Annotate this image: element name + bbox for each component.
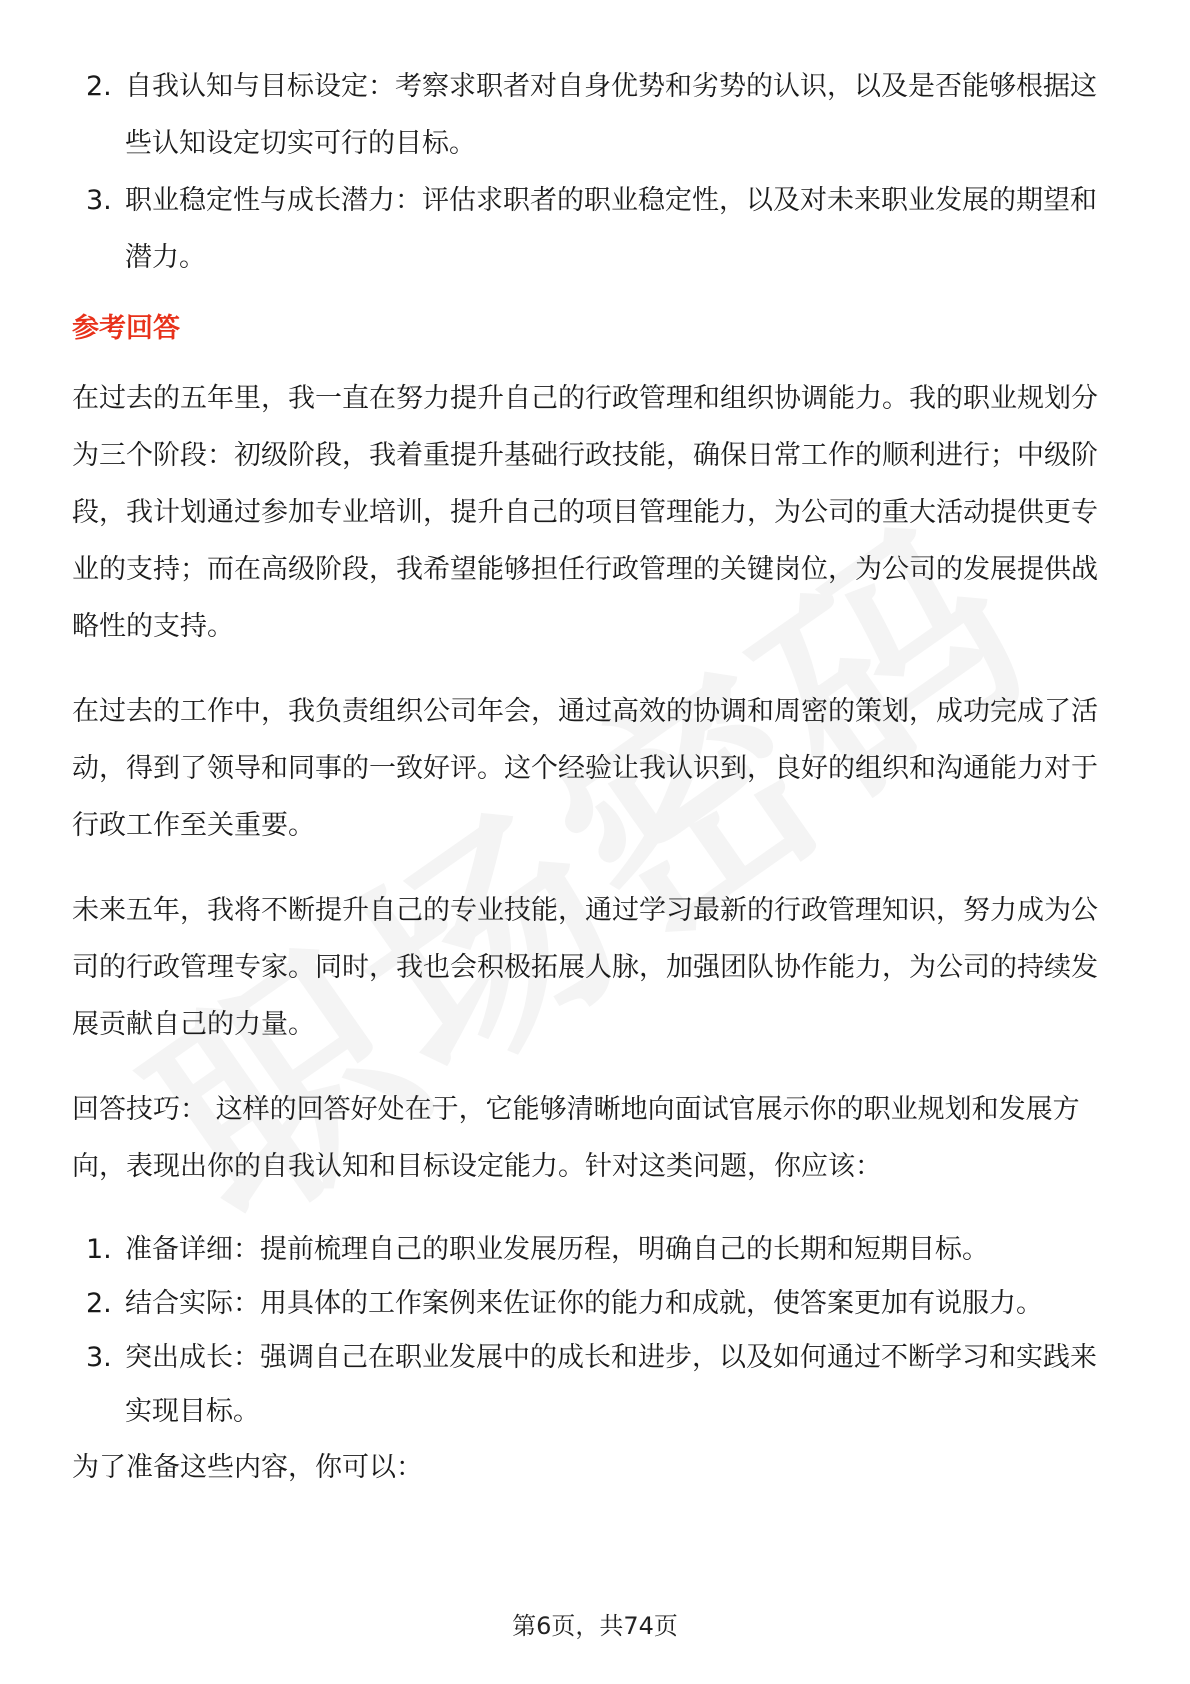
tips-list (72, 1223, 1122, 1439)
list-text: 准备详细：提前梳理自己的职业发展历程，明确自己的长期和短期目标。 (125, 1234, 989, 1265)
answer-paragraph: 在过去的工作中，我负责组织公司年会，通过高效的协调和周密的策划，成功完成了活动，得到了领导和同事的一致好评。这个经验让我认识到，良好的组织和沟通能力对于行政工作至关重要。 (72, 696, 1098, 841)
document-body (72, 58, 1122, 1524)
list-number: 2. (86, 1288, 112, 1319)
list-text: 突出成长：强调自己在职业发展中的成长和进步，以及如何通过不断学习和实践来实现目标。 (125, 1342, 1097, 1427)
list-item (72, 172, 1122, 286)
list-item (72, 1331, 1122, 1439)
list-text: 自我认知与目标设定：考察求职者对自身优势和劣势的认识，以及是否能够根据这些认知设定切实可行的目标。 (125, 71, 1097, 159)
list-item (72, 1277, 1122, 1331)
section-title: 参考回答 (72, 313, 180, 344)
closing-paragraph: 为了准备这些内容，你可以： (72, 1452, 423, 1483)
tips-intro-paragraph: 回答技巧： 这样的回答好处在于，它能够清晰地向面试官展示你的职业规划和发展方向，表现出你的自我认知和目标设定能力。针对这类问题，你应该： (72, 1094, 1080, 1182)
list-number: 2. (86, 71, 112, 102)
answer-paragraph: 在过去的五年里，我一直在努力提升自己的行政管理和组织协调能力。我的职业规划分为三个阶段：初级阶段，我着重提升基础行政技能，确保日常工作的顺利进行；中级阶段，我计划通过参加专业培训，提升自己的项目管理能力，为公司的重大活动提供更专业的支持；而在高级阶段，我希望能够担任行政管理的关键岗位，为公司的发展提供战略性的支持。 (72, 383, 1098, 642)
list-number: 3. (86, 1342, 112, 1373)
list-text: 职业稳定性与成长潜力：评估求职者的职业稳定性，以及对未来职业发展的期望和潜力。 (125, 185, 1097, 273)
list-number: 3. (86, 185, 112, 216)
list-item (72, 1223, 1122, 1277)
page-footer: 第6页，共74页 (512, 1612, 678, 1640)
list-number: 1. (86, 1234, 112, 1265)
criteria-list (72, 58, 1122, 286)
list-text: 结合实际：用具体的工作案例来佐证你的能力和成就，使答案更加有说服力。 (125, 1288, 1043, 1319)
list-item (72, 58, 1122, 172)
answer-paragraph: 未来五年，我将不断提升自己的专业技能，通过学习最新的行政管理知识，努力成为公司的行政管理专家。同时，我也会积极拓展人脉，加强团队协作能力，为公司的持续发展贡献自己的力量。 (72, 895, 1098, 1040)
